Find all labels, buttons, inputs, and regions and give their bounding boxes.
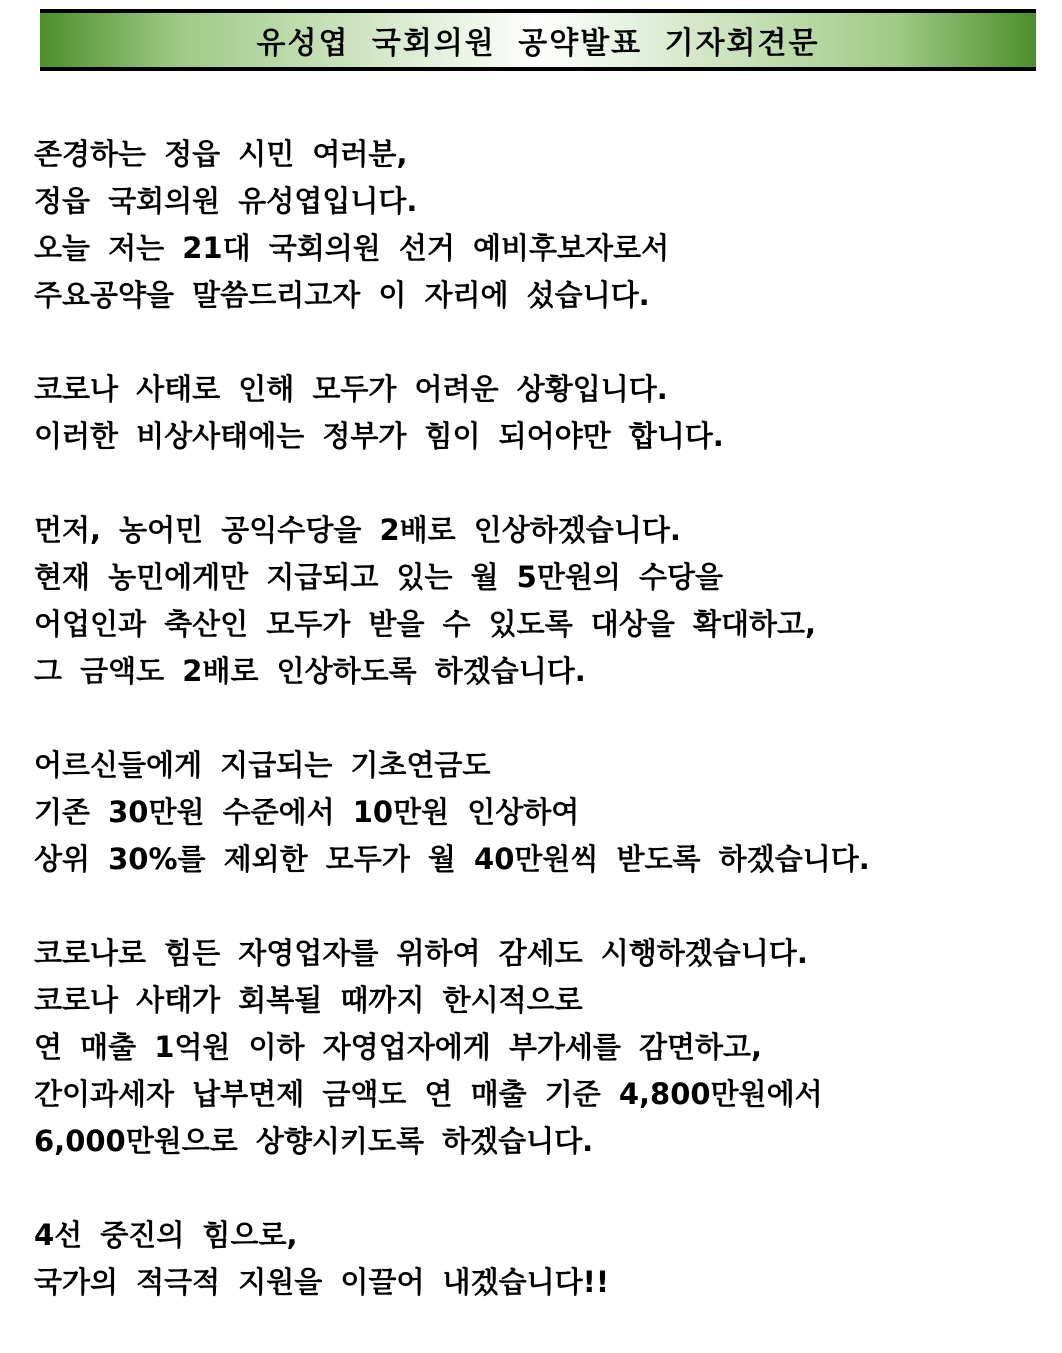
text-line: 어업인과 축산인 모두가 받을 수 있도록 대상을 확대하고, xyxy=(34,607,817,641)
statement-body xyxy=(34,131,1034,1353)
text-line: 상위 30%를 제외한 모두가 월 40만원씩 받도록 하겠습니다. xyxy=(34,842,870,876)
text-line: 어르신들에게 지급되는 기초연금도 xyxy=(34,748,491,782)
paragraph-tax-relief xyxy=(34,930,1034,1165)
text-line: 오늘 저는 21대 국회의원 선거 예비후보자로서 xyxy=(34,231,670,265)
text-line: 국가의 적극적 지원을 이끌어 내겠습니다!! xyxy=(34,1265,610,1299)
text-line: 6,000만원으로 상향시키도록 하겠습니다. xyxy=(34,1124,594,1158)
text-line: 간이과세자 납부면제 금액도 연 매출 기준 4,800만원에서 xyxy=(34,1077,823,1111)
text-line: 존경하는 정읍 시민 여러분, xyxy=(34,137,408,171)
text-line: 코로나 사태가 회복될 때까지 한시적으로 xyxy=(34,983,583,1017)
paragraph-closing xyxy=(34,1212,1034,1306)
paragraph-corona-situation xyxy=(34,366,1034,460)
text-line: 코로나 사태로 인해 모두가 어려운 상황입니다. xyxy=(34,372,668,406)
paragraph-farmer-allowance xyxy=(34,507,1034,695)
text-line: 정읍 국회의원 유성엽입니다. xyxy=(34,184,418,218)
text-line: 기존 30만원 수준에서 10만원 인상하여 xyxy=(34,795,580,829)
document-title: 유성엽 국회의원 공약발표 기자회견문 xyxy=(256,26,820,61)
text-line: 현재 농민에게만 지급되고 있는 월 5만원의 수당을 xyxy=(34,560,724,594)
text-line: 4선 중진의 힘으로, xyxy=(34,1218,298,1252)
title-banner xyxy=(40,9,1036,71)
paragraph-basic-pension xyxy=(34,742,1034,883)
text-line: 코로나로 힘든 자영업자를 위하여 감세도 시행하겠습니다. xyxy=(34,936,808,970)
text-line: 연 매출 1억원 이하 자영업자에게 부가세를 감면하고, xyxy=(34,1030,763,1064)
text-line: 먼저, 농어민 공익수당을 2배로 인상하겠습니다. xyxy=(34,513,681,547)
paragraph-greeting xyxy=(34,131,1034,319)
text-line: 주요공약을 말씀드리고자 이 자리에 섰습니다. xyxy=(34,278,650,312)
text-line: 이러한 비상사태에는 정부가 힘이 되어야만 합니다. xyxy=(34,419,724,453)
text-line: 그 금액도 2배로 인상하도록 하겠습니다. xyxy=(34,654,586,688)
